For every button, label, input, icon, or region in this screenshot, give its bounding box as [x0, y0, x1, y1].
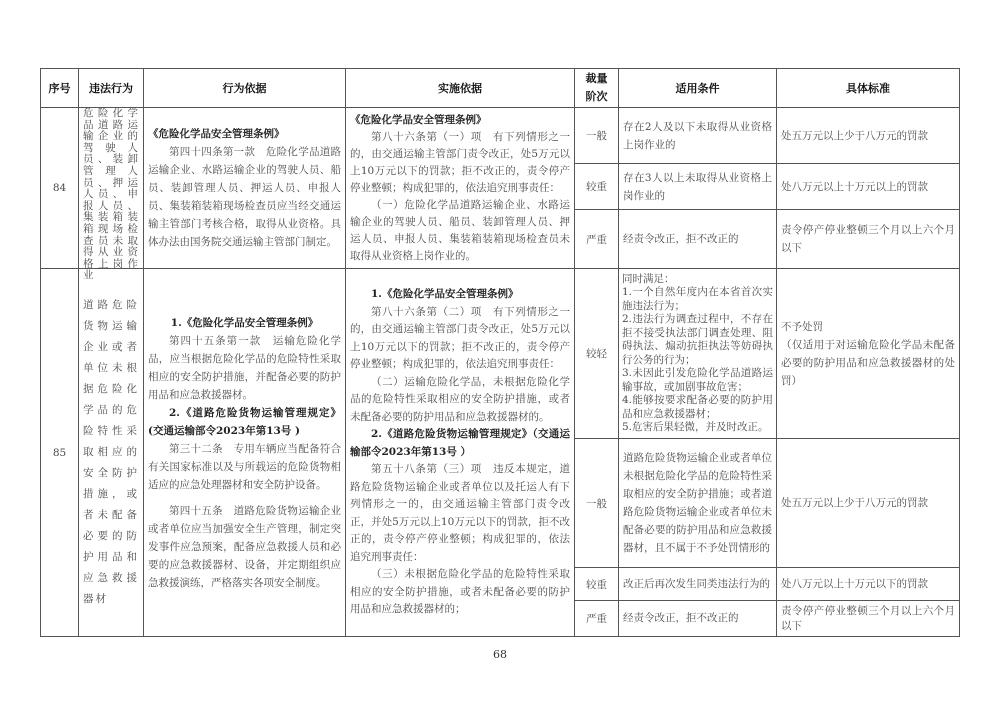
row-85-std-3: 处八万元以上十万元以下的罚款 — [776, 567, 960, 601]
row-85-level-4: 严重 — [574, 600, 619, 637]
row-85-impl: 1.《危险化学品安全管理条例》 第八十六条第（二）项 有下列情形之一的，由交通运输主管部门责令改正，处5万元以上10万元以下的罚款；拒不改正的，责令停产停业整顿；构成犯罪的，依法追究刑事责任： （二）运输危险化学品，未根据危险化学品的危险特性采取相应的安全防护措施，或者未配备必要的防护用品和应急救援器材的。 2.《道路危险货物运输管理规定》（交通运输部令2023年第13号 ） 第五十八条第（三）项 违反本规定，道路危险货物运输企业或者单位以及托运人有下列情形之一的，由交通运输主管部门责令改正，并处5万元以上10万元以下的罚款，拒不改正的，责令停产停业整顿；构成犯罪的，依法追究刑事责任： （三）未根据危险化学品的危险特性采取相应的安全防护措施，或者未配备必要的防护用品和应急救援器材的； — [345, 268, 575, 637]
page-number: 68 — [493, 648, 507, 661]
row-84-cond-3: 经责令改正，拒不改正的 — [618, 209, 777, 269]
row-85-cond-2: 道路危险货物运输企业或者单位未根据危险化学品的危险特性采取相应的安全防护措施；或者道路危险货物运输企业或者单位未配备必要的防护用品和应急救援器材，且不属于不予处罚情形的 — [618, 438, 777, 568]
row-84-std-1: 处五万元以上少于八万元的罚款 — [776, 107, 960, 164]
row-85-cond-3: 改正后再次发生同类违法行为的 — [618, 567, 777, 601]
row-85-basis: 1.《危险化学品安全管理条例》 第四十五条第一款 运输危险化学品，应当根据危险化学品的危险特性采取相应的安全防护措施，并配备必要的防护用品和应急救援器材。 2.《道路危险货物运输管理规定》(交通运输部令2023年第13号 ) 第三十二条 专用车辆应当配备符合有关国家标准以及与所载运的危险货物相适应的应急处理器材和安全防护设备。 第四十五条 道路危险货物运输企业或者单位应当加强安全生产管理，制定突发事件应急预案，配备应急救援人员和必要的应急救援器材、设备，并定期组织应急救援演练，严格落实各项安全制度。 — [143, 268, 346, 637]
row-84-impl: 《危险化学品安全管理条例》 第八十六条第（一）项 有下列情形之一的，由交通运输主管部门责令改正，处5万元以上10万元以下的罚款；拒不改正的，责令停产停业整顿；构成犯罪的，依法追究刑事责任： （一）危险化学品道路运输企业、水路运输企业的驾驶人员、船员、装卸管理人员、押运人员、申报人员、集装箱装箱现场检查员未取得从业资格上岗作业的。 — [345, 107, 575, 269]
header-basis: 行为依据 — [143, 68, 346, 108]
row-84-std-2: 处八万元以上十万元以上的罚款 — [776, 163, 960, 210]
row-84-basis: 《危险化学品安全管理条例》 第四十四条第一款 危险化学品道路运输企业、水路运输企业的驾驶人员、船员、装卸管理人员、押运人员、申报人员、集装箱装箱现场检查员应当经交通运输主管部门考核合格，取得从业资格。具体办法由国务院交通运输主管部门制定。 — [143, 107, 346, 269]
row-84-no: 84 — [40, 107, 79, 269]
row-85-level-3: 较重 — [574, 567, 619, 601]
row-85-level-2: 一般 — [574, 438, 619, 568]
row-85-level-1: 较轻 — [574, 268, 619, 439]
row-85-std-1: 不予处罚 （仅适用于对运输危险化学品未配备必要的防护用品和应急救援器材的处罚） — [776, 268, 960, 439]
header-level: 裁量 阶次 — [574, 68, 619, 108]
row-85-std-4: 责令停产停业整顿三个月以上六个月以下 — [776, 600, 960, 637]
header-cond: 适用条件 — [618, 68, 777, 108]
header-impl: 实施依据 — [345, 68, 575, 108]
header-no: 序号 — [40, 68, 79, 108]
row-84-act: 危险化学品道路运输企业的驾驶人员、装卸管理人员、押运人员、申报人员、集装箱装箱现场检查员未取得从业资格上岗作业 — [78, 107, 144, 269]
header-std: 具体标准 — [776, 68, 960, 108]
row-84-cond-1: 存在2人及以下未取得从业资格上岗作业的 — [618, 107, 777, 164]
row-85-std-2: 处五万元以上少于八万元的罚款 — [776, 438, 960, 568]
row-85-no: 85 — [40, 268, 79, 637]
row-84-level-1: 一般 — [574, 107, 619, 164]
row-84-cond-2: 存在3人以上未取得从业资格上岗作业的 — [618, 163, 777, 210]
row-84-std-3: 责令停产停业整顿三个月以上六个月以下 — [776, 209, 960, 269]
basis-title: 《危险化学品安全管理条例》 — [148, 128, 285, 140]
header-act: 违法行为 — [78, 68, 144, 108]
row-84-level-2: 较重 — [574, 163, 619, 210]
row-84-level-3: 严重 — [574, 209, 619, 269]
row-85-cond-4: 经责令改正，拒不改正的 — [618, 600, 777, 637]
row-85-cond-1: 同时满足： 1.一个自然年度内在本省首次实施违法行为； 2.违法行为调查过程中，不存在拒不接受执法部门调查处理、阻碍执法、煽动抗拒执法等妨碍执行公务的行为； 3.未因此引发危险化学品道路运输事故，或加剧事故危害； 4.能够按要求配备必要的防护用品和应急救援器材； 5.危害后果轻微，并及时改正。 — [618, 268, 777, 439]
row-85-act: 道路危险货物运输企业或者单位未根据危险化学品的危险特性采取相应的安全防护措施，或者未配备必要的防护用品和应急救援器材 — [78, 268, 144, 637]
